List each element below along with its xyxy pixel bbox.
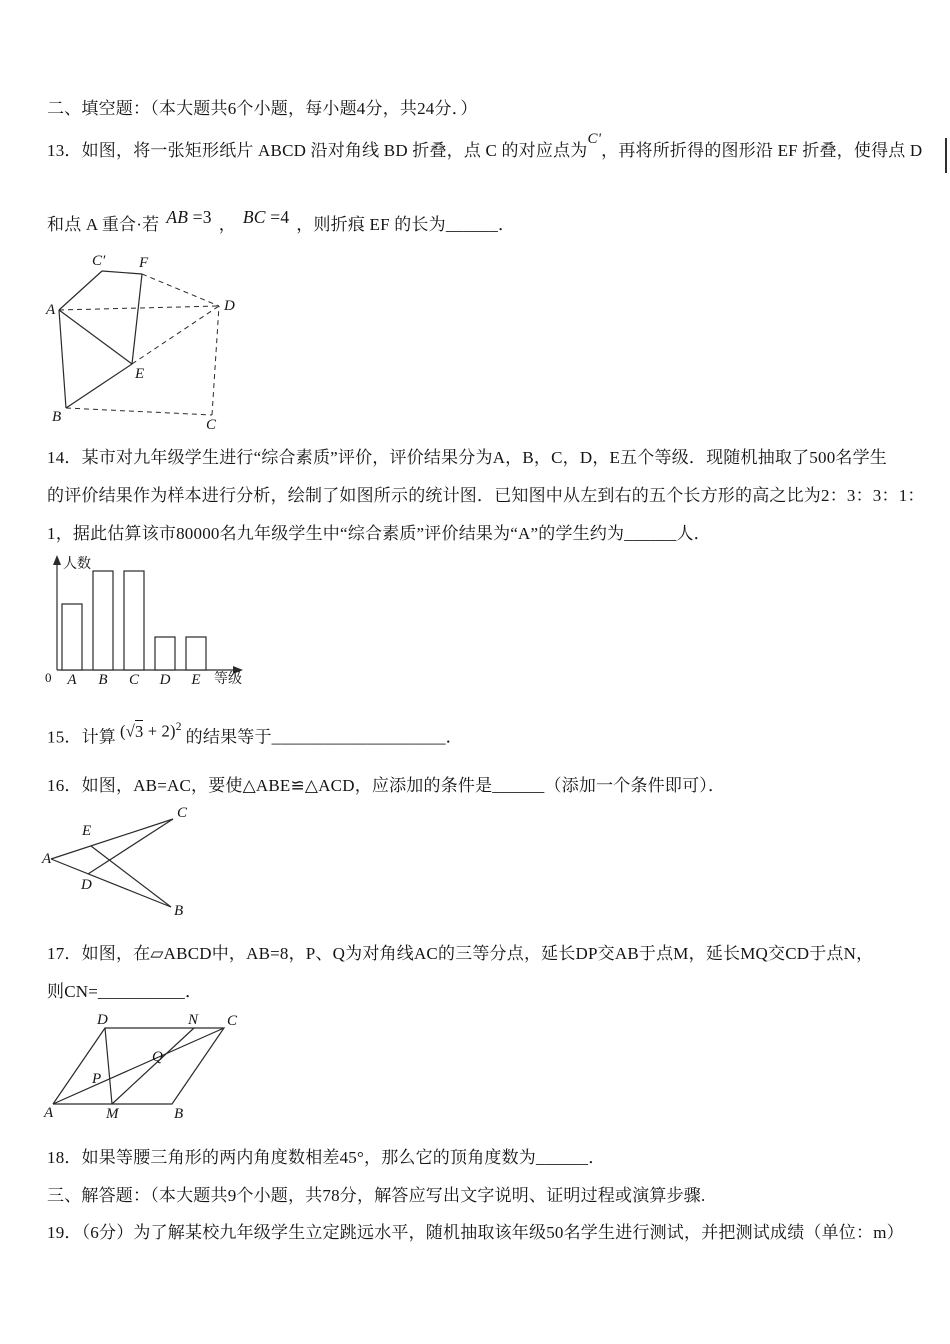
- bar-category-label-A: A: [67, 672, 77, 688]
- q13-label-C-prime: C′: [92, 253, 106, 269]
- q13-line2-post: ，则折痕 EF 的长为______．: [296, 215, 516, 234]
- q17-label-N: N: [188, 1013, 199, 1028]
- question-13-line-2: [47, 207, 516, 236]
- bar-A: [62, 604, 82, 670]
- section-3-header: 三、解答题：（本大题共9个小题，共78分，解答应写出文字说明、证明过程或演算步骤.: [47, 1186, 706, 1205]
- question-17-line-2: 则CN=__________．: [47, 982, 203, 1001]
- q16-label-B: B: [174, 903, 184, 919]
- q17-figure: [42, 1013, 242, 1123]
- q17-label-C: C: [227, 1013, 238, 1029]
- section-2-header: 二、填空题：（本大题共6个小题，每小题4分，共24分．）: [47, 99, 478, 118]
- q16-label-E: E: [82, 823, 92, 839]
- bar-category-label-E: E: [191, 672, 201, 688]
- bar-D: [155, 637, 175, 670]
- question-19: 19．（6分）为了解某校九年级学生立定跳远水平，随机抽取该年级50名学生进行测试，并把测试成绩（单位：m）: [47, 1223, 904, 1242]
- q14-bar-chart: [42, 552, 257, 694]
- y-axis-label: 人数: [63, 557, 91, 572]
- q13-text-post: ，再将所折得的图形沿 EF 折叠，使得点 D: [601, 141, 923, 160]
- q15-post: 的结果等于____________________．: [185, 727, 463, 747]
- question-18: 18．如果等腰三角形的两内角度数相差45°，那么它的顶角度数为______．: [47, 1148, 606, 1167]
- q13-label-E: E: [135, 366, 145, 382]
- question-14-line-2: 的评价结果作为样本进行分析，绘制了如图所示的统计图．已知图中从左到右的五个长方形的高之比为2：3：3：1：: [47, 486, 925, 505]
- q17-label-P: P: [92, 1071, 102, 1087]
- bar-category-label-B: B: [98, 672, 108, 688]
- question-13-line-1: [47, 131, 923, 164]
- page-edge-artifact: [945, 138, 947, 173]
- q13-label-B: B: [52, 409, 62, 425]
- bar-C: [124, 571, 144, 670]
- q13-c-prime-sup: C': [587, 131, 602, 147]
- q16-label-A: A: [42, 851, 52, 867]
- q13-formula-bc: BC =4: [242, 207, 290, 227]
- bar-category-label-C: C: [128, 672, 140, 688]
- q13-label-C: C: [206, 417, 217, 432]
- q13-label-F: F: [139, 255, 149, 271]
- q13-comma: ，: [218, 215, 236, 234]
- q17-label-A: A: [44, 1105, 54, 1121]
- q13-text-pre: 13．如图，将一张矩形纸片 ABCD 沿对角线 BD 折叠，点 C 的对应点为: [47, 141, 588, 160]
- q16-label-C: C: [177, 805, 188, 821]
- q17-label-D: D: [97, 1013, 108, 1028]
- question-15: [47, 722, 463, 749]
- question-17-line-1: 17．如图，在▱ABCD中，AB=8，P、Q为对角线AC的三等分点，延长DP交AB于点M，延长MQ交CD于点N，: [47, 944, 874, 963]
- question-14-line-3: 1，据此估算该市80000名九年级学生中“综合素质”评价结果为“A”的学生约为______人．: [47, 524, 711, 543]
- q15-formula: $(√3 + 2)^2$: [120, 721, 182, 741]
- bar-E: [186, 637, 206, 670]
- origin-label: 0: [45, 670, 52, 685]
- bar-B: [93, 571, 113, 670]
- q16-figure: [40, 804, 200, 922]
- q17-label-M: M: [106, 1106, 119, 1122]
- q17-label-B: B: [174, 1106, 184, 1122]
- q13-figure: [44, 250, 239, 432]
- question-14-line-1: 14．某市对九年级学生进行“综合素质”评价，评价结果分为A，B，C，D，E五个等级．现随机抽取了500名学生: [47, 448, 888, 467]
- q17-label-Q: Q: [152, 1049, 163, 1065]
- q13-label-A: A: [46, 302, 56, 318]
- bar-category-label-D: D: [159, 672, 171, 688]
- q13-line2-pre: 和点 A 重合·若: [47, 215, 160, 234]
- q13-label-D: D: [224, 298, 235, 314]
- q13-formula-ab: AB =3: [166, 207, 212, 227]
- x-axis-label: 等级: [214, 672, 242, 687]
- q16-label-D: D: [81, 877, 92, 893]
- q15-pre: 15．计算: [47, 727, 116, 747]
- question-16: 16．如图，AB=AC，要使△ABE≌△ACD，应添加的条件是______（添加一个条件即可）．: [47, 776, 726, 795]
